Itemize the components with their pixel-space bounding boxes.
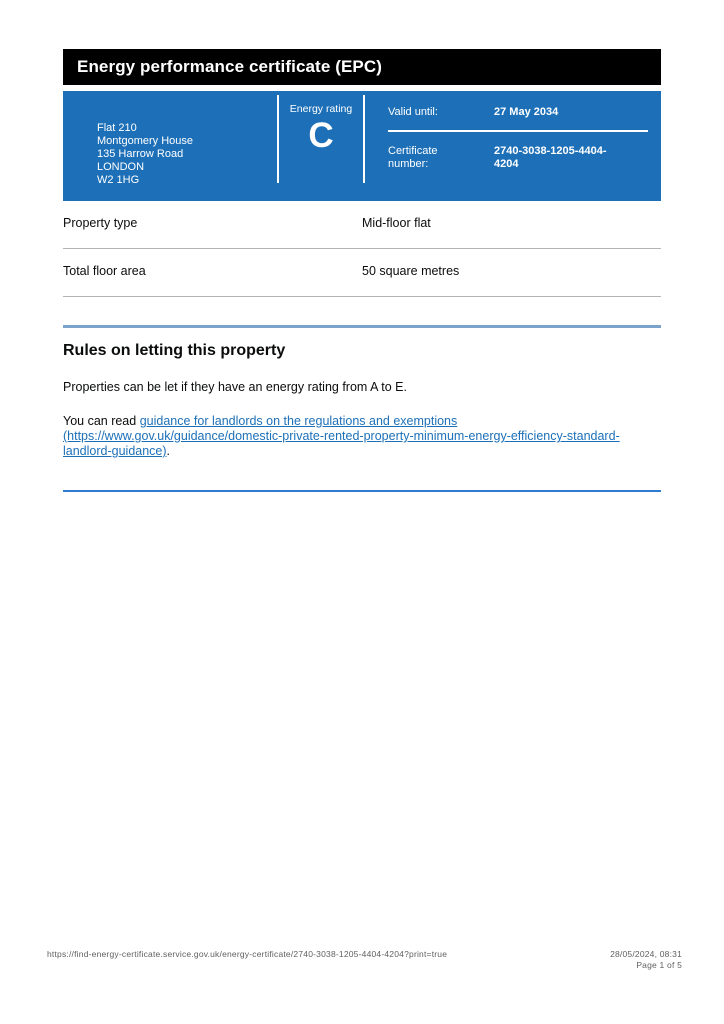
print-footer	[47, 949, 682, 971]
page-number: Page 1 of 5	[636, 960, 682, 970]
property-address	[63, 91, 277, 201]
property-type-value: Mid-floor flat	[362, 216, 431, 230]
certificate-number-value: 2740-3038-1205-4404-4204	[494, 145, 607, 170]
valid-until-row	[388, 106, 648, 119]
energy-rating-label: Energy rating	[289, 103, 353, 115]
certificate-number-label: Certificate number:	[388, 145, 438, 170]
certificate-summary-box	[63, 91, 661, 201]
print-datetime: 28/05/2024, 08:31	[610, 949, 682, 959]
address-line-3: 135 Harrow Road	[97, 148, 184, 160]
rules-intro: Properties can be let if they have an energy rating from A to E.	[63, 380, 407, 394]
rules-heading: Rules on letting this property	[63, 342, 286, 359]
address-line-4: LONDON	[97, 161, 145, 173]
section-separator	[63, 490, 661, 492]
certificate-number-row	[388, 145, 648, 171]
address-line-5: W2 1HG	[97, 174, 140, 186]
page-title: Energy performance certificate (EPC)	[77, 57, 382, 76]
guidance-suffix: .	[166, 444, 171, 458]
section-separator	[63, 325, 661, 328]
guidance-prefix: You can read	[63, 414, 140, 428]
address-line-1: Flat 210	[97, 122, 137, 134]
rules-guidance-paragraph	[63, 414, 661, 459]
property-details-table	[63, 201, 661, 297]
validity-panel	[365, 91, 661, 201]
address-line-2: Montgomery House	[97, 135, 193, 147]
source-url: https://find-energy-certificate.service.gov.uk/energy-certificate/2740-3038-1205-4404-4204?print=true	[47, 949, 448, 959]
valid-until-label: Valid until:	[388, 106, 438, 118]
document-content	[63, 49, 661, 492]
valid-until-value: 27 May 2034	[494, 106, 559, 118]
property-type-label: Property type	[63, 216, 138, 230]
rules-section	[63, 342, 661, 459]
validity-divider	[388, 130, 648, 132]
energy-rating-value: C	[308, 116, 334, 155]
energy-rating-panel	[279, 91, 363, 201]
document-title-banner	[63, 49, 661, 85]
total-floor-area-value: 50 square metres	[362, 264, 460, 278]
table-row	[63, 249, 661, 297]
total-floor-area-label: Total floor area	[63, 264, 146, 278]
landlord-guidance-link[interactable]: guidance for landlords on the regulations and exemptions (https://www.gov.uk/guidance/domestic-private-rented-property-minimum-energy-efficiency-standard-landlord-guidance)	[63, 414, 620, 458]
print-meta	[610, 949, 682, 971]
table-row	[63, 201, 661, 249]
